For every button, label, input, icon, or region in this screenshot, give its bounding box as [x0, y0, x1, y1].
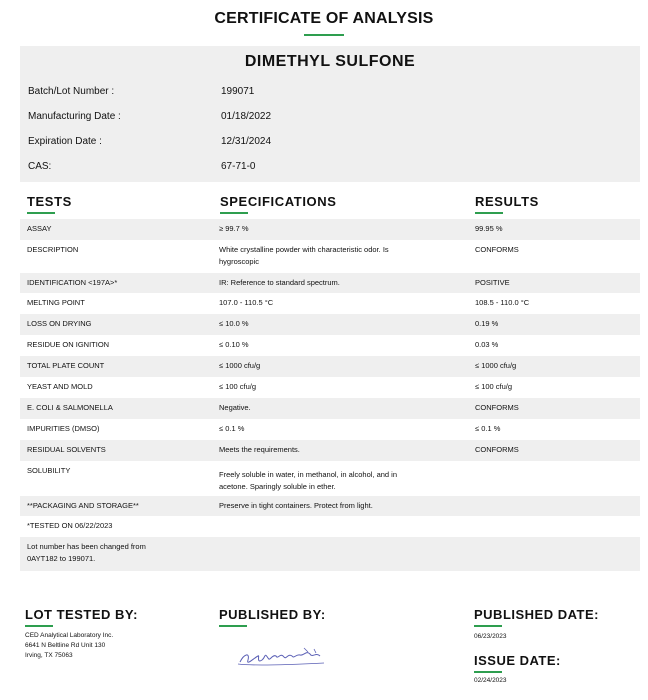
issue-date-underline [474, 671, 502, 673]
test-name: *TESTED ON 06/22/2023 [27, 521, 113, 530]
test-result: CONFORMS [475, 245, 519, 254]
test-name: TOTAL PLATE COUNT [27, 361, 105, 370]
test-name: RESIDUE ON IGNITION [27, 340, 110, 349]
expiration-date-label: Expiration Date : [28, 136, 102, 147]
tests-header-underline [27, 212, 55, 214]
published-date-underline [474, 625, 502, 627]
test-result: ≤ 0.1 % [475, 424, 501, 433]
test-spec: ≤ 0.1 % [219, 424, 245, 433]
lab-address-line: 6641 N Beltline Rd Unit 130 [25, 642, 106, 649]
test-spec: 107.0 - 110.5 °C [219, 298, 274, 307]
test-spec: Meets the requirements. [219, 445, 300, 454]
expiration-date-value: 12/31/2024 [221, 136, 272, 147]
test-name: YEAST AND MOLD [27, 382, 93, 391]
table-row [20, 461, 640, 496]
test-spec: ≤ 10.0 % [219, 319, 249, 328]
cas-label: CAS: [28, 161, 52, 172]
test-result: ≤ 100 cfu/g [475, 382, 513, 391]
test-name: Lot number has been changed from 0AYT182 to 199071. [27, 542, 146, 563]
issue-date-value: 02/24/2023 [474, 677, 507, 684]
table-row [20, 537, 640, 571]
specifications-header-underline [220, 212, 248, 214]
lab-name: CED Analytical Laboratory Inc. [25, 632, 114, 639]
signature [234, 644, 334, 670]
table-row [20, 240, 640, 273]
test-result: 0.19 % [475, 319, 499, 328]
title-underline [304, 34, 344, 36]
manufacturing-date-value: 01/18/2022 [221, 111, 272, 122]
published-by-heading: PUBLISHED BY: [219, 607, 326, 622]
test-result: 0.03 % [475, 340, 499, 349]
test-spec: ≤ 0.10 % [219, 340, 249, 349]
table-row [20, 293, 640, 314]
lot-tested-by-underline [25, 625, 53, 627]
test-name: MELTING POINT [27, 298, 85, 307]
test-spec: Freely soluble in water, in methanol, in alcohol, and in acetone. Sparingly soluble in ether. [219, 470, 398, 491]
test-name: SOLUBILITY [27, 466, 71, 475]
test-spec: ≥ 99.7 % [219, 224, 249, 233]
test-name: LOSS ON DRYING [27, 319, 92, 328]
table-row [20, 356, 640, 377]
test-result: 99.95 % [475, 224, 503, 233]
document-title: CERTIFICATE OF ANALYSIS [214, 10, 434, 27]
test-name: IMPURITIES (DMSO) [27, 424, 100, 433]
test-result: CONFORMS [475, 445, 519, 454]
test-spec: Negative. [219, 403, 251, 412]
product-name: DIMETHYL SULFONE [244, 53, 416, 70]
lab-city-line: Irving, TX 75063 [25, 652, 73, 659]
test-name: E. COLI & SALMONELLA [27, 403, 113, 412]
test-spec: ≤ 1000 cfu/g [219, 361, 261, 370]
table-row [20, 419, 640, 440]
table-row [20, 219, 640, 240]
batch-label: Batch/Lot Number : [28, 86, 115, 97]
batch-value: 199071 [221, 86, 255, 97]
table-row [20, 273, 640, 293]
table-row [20, 398, 640, 419]
test-name: DESCRIPTION [27, 245, 79, 254]
manufacturing-date-label: Manufacturing Date : [28, 111, 121, 122]
table-row [20, 335, 640, 356]
test-spec: ≤ 100 cfu/g [219, 382, 257, 391]
test-spec: IR: Reference to standard spectrum. [219, 278, 340, 287]
specifications-header: SPECIFICATIONS [220, 194, 337, 209]
published-date-value: 06/23/2023 [474, 633, 507, 640]
results-header: RESULTS [475, 194, 539, 209]
product-info-box [20, 46, 640, 182]
results-header-underline [475, 212, 503, 214]
table-row [20, 496, 640, 516]
test-spec: White crystalline powder with characteristic odor. Is hygroscopic [219, 245, 389, 266]
cas-value: 67-71-0 [221, 161, 256, 172]
test-spec: Preserve in tight containers. Protect from light. [219, 501, 373, 510]
test-result: ≤ 1000 cfu/g [475, 361, 517, 370]
tests-header: TESTS [27, 194, 72, 209]
issue-date-heading: ISSUE DATE: [474, 653, 561, 668]
test-name: **PACKAGING AND STORAGE** [27, 501, 139, 510]
test-result: POSITIVE [475, 278, 510, 287]
lot-tested-by-heading: LOT TESTED BY: [25, 607, 138, 622]
table-row [20, 440, 640, 461]
test-result: CONFORMS [475, 403, 519, 412]
published-date-heading: PUBLISHED DATE: [474, 607, 599, 622]
test-name: RESIDUAL SOLVENTS [27, 445, 106, 454]
table-row [20, 377, 640, 398]
table-row [20, 314, 640, 335]
test-name: IDENTIFICATION <197A>* [27, 278, 118, 287]
test-result: 108.5 - 110.0 °C [475, 298, 530, 307]
test-name: ASSAY [27, 224, 52, 233]
published-by-underline [219, 625, 247, 627]
table-row [20, 516, 640, 537]
